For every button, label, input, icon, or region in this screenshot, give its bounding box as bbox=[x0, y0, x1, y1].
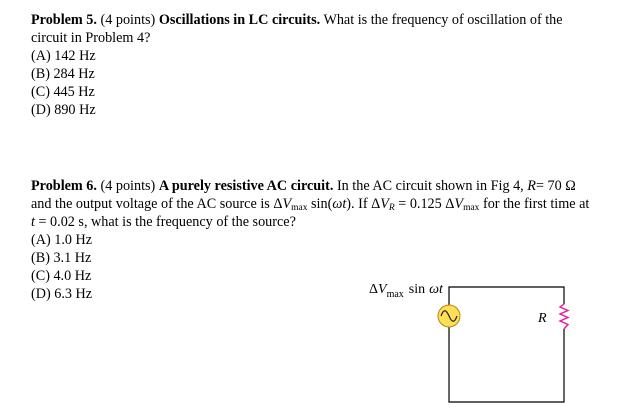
p6-l2-V2: V bbox=[380, 196, 389, 212]
p6-l2-V3: V bbox=[454, 196, 464, 212]
p6-l2-a: and the output voltage of the AC source is Δ bbox=[31, 196, 283, 212]
p5-question-l2: circuit in Problem 4? bbox=[31, 30, 151, 46]
resistor-icon bbox=[560, 304, 568, 329]
source-label-delta: Δ bbox=[369, 282, 379, 297]
p6-l2-sin: sin( bbox=[307, 196, 333, 212]
resistor-label: R bbox=[538, 311, 547, 326]
source-label-max: max bbox=[386, 289, 404, 300]
p6-l2-V: V bbox=[282, 196, 292, 212]
p6-l2-R: R bbox=[388, 203, 395, 213]
p5-option-c: (C) 445 Hz bbox=[31, 84, 95, 100]
p6-l1-value: = 70 Ω bbox=[535, 178, 576, 194]
source-label-sin: sin bbox=[408, 282, 426, 297]
p6-l1-text: In the AC circuit shown in Fig 4, bbox=[336, 178, 524, 194]
p6-label: Problem 6. bbox=[31, 178, 97, 194]
p5-option-b: (B) 284 Hz bbox=[31, 66, 95, 82]
p6-l2-max2: max bbox=[463, 203, 480, 213]
circuit-wire-top bbox=[449, 287, 564, 305]
p6-l2-d: for the first time at bbox=[479, 196, 590, 212]
p6-option-a: (A) 1.0 Hz bbox=[31, 232, 93, 248]
p5-label: Problem 5. bbox=[31, 12, 97, 28]
source-label bbox=[369, 282, 444, 300]
p6-option-c: (C) 4.0 Hz bbox=[31, 268, 92, 284]
p6-title: A purely resistive AC circuit. bbox=[158, 178, 334, 194]
p6-points: (4 points) bbox=[100, 178, 156, 194]
circuit-wire-bottom bbox=[449, 327, 564, 402]
p6-l3-rest: = 0.02 s, what is the frequency of the source? bbox=[34, 214, 296, 230]
p6-l2-max: max bbox=[291, 203, 308, 213]
source-label-wt: ωt bbox=[429, 282, 443, 297]
p6-l2-wt: ωt bbox=[332, 196, 347, 212]
p6-l1-R: R bbox=[527, 178, 536, 194]
p6-l2-c: = 0.125 Δ bbox=[394, 196, 455, 212]
p5-option-d: (D) 890 Hz bbox=[31, 102, 96, 118]
source-label-V: V bbox=[378, 282, 387, 297]
p5-option-a: (A) 142 Hz bbox=[31, 48, 96, 64]
p5-title: Oscillations in LC circuits. bbox=[158, 12, 321, 28]
p6-l3-t: t bbox=[31, 214, 35, 230]
p6-option-d: (D) 6.3 Hz bbox=[31, 286, 93, 302]
p6-l2-b: ). If Δ bbox=[346, 196, 381, 212]
p5-points: (4 points) bbox=[100, 12, 156, 28]
p5-question-l1: What is the frequency of oscillation of the bbox=[323, 12, 563, 28]
p6-option-b: (B) 3.1 Hz bbox=[31, 250, 92, 266]
